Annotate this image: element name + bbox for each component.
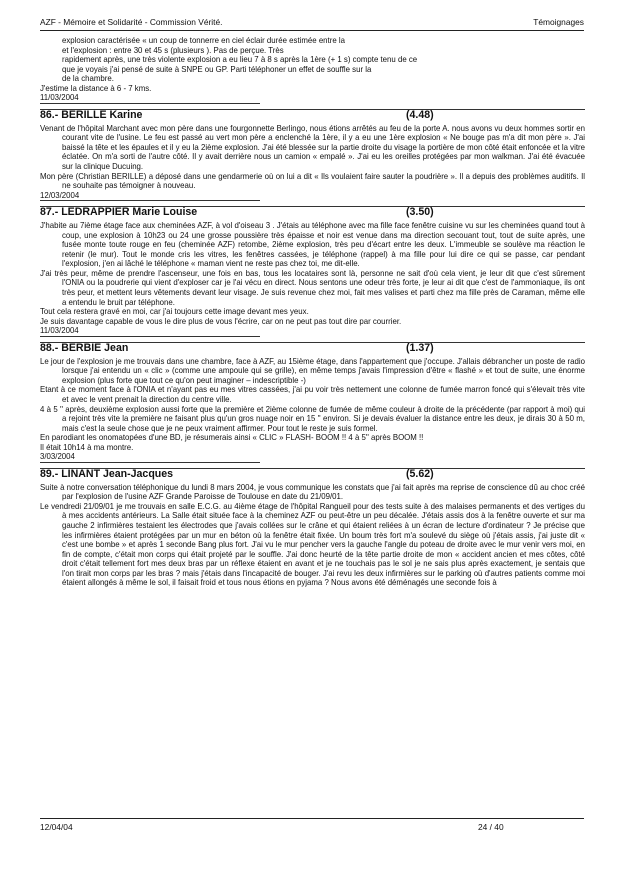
entry-score: (5.62) — [406, 467, 434, 480]
entry-paragraph: J'ai très peur, même de prendre l'ascenseur, une fois en bas, tous les locataires sont là, personne ne sait d'où cela vient, je leur dit que c'est sûrement l'ONIA ou la poudrerie qui vient d'exploser car je l'ai vécu en direct. Nous sentons une odeur très forte, je leur ai dit que c'est de l'ammoniaque, ils ont très peur, et mettent leurs vêtements devant leur visage. Je suis revenue chez moi, fait mes valises et parti chez ma fille près de Caraman, même elle a entendu le bruit par téléphone. — [40, 268, 585, 307]
entry-score: (1.37) — [406, 341, 434, 354]
entry-name: 86.- BERILLE Karine — [40, 108, 143, 121]
entry-paragraph: 4 à 5 '' après, deuxième explosion aussi forte que la première et 2ième colonne de fumée de même couleur à droite de la précédente (par rapport à moi) qui a rejoint très vite la première ne faisant plus qu'un gros nuage noir en 15 '' environ. Si je devais évaluer la distance entre les deux, je dirais 30 à 50 m, mais c'est la seule chose que je ne peux vraiment affirmer. Pour tout le reste je suis formel. — [40, 404, 585, 433]
testimony-86 — [40, 109, 585, 203]
entry-name: 88.- BERBIE Jean — [40, 341, 129, 354]
entry-paragraph: Mon père (Christian BERILLE) a déposé dans une gendarmerie où on lui a dit « Ils voulaient faire sauter la poudrière ». Il a depuis des problèmes auditifs. Il ne souhaite pas témoigner à nouveau. — [40, 171, 585, 191]
entry-heading — [40, 206, 585, 221]
intro-line: explosion caractérisée « un coup de tonnerre en ciel éclair durée estimée entre la — [62, 36, 345, 45]
intro-line: et l'explosion : entre 30 et 45 s (plusieurs ). Pas de perçue. Très — [62, 45, 284, 55]
entry-name: 87.- LEDRAPPIER Marie Louise — [40, 206, 198, 219]
entry-paragraph: Le jour de l'explosion je me trouvais dans une chambre, face à AZF, au 15ième étage, dans l'appartement que j'occupe. J'allais débrancher un poste de radio lorsque j'ai entendu un « clic » (comme une ampoule qui se grille), en même temps j'avais l'impression d'être « flashé » et tout de suite, une énorme explosion (plus forte que tout ce qu'on peut imaginer – indescriptible -) — [40, 356, 585, 385]
entry-paragraph: J'habite au 7ième étage face aux cheminées AZF, à vol d'oiseau 3 . J'étais au téléphone avec ma fille face fenêtre cuisine vu sur les cheminées quand tout à coup, une explosion à 10h23 ou 24 une grosse poussière très épaisse et noir est venue dans ma direction secouant tout, tout de suite après, une fusée monte toute rouge en feu (cheminée AZF) retombe, 2ième explosion, très peu d'écart entre les deux. L'immeuble se soulève ma réaction le retenir (le mur). Tout le monde cris les vitres, les fenêtres cassées, je téléphone (rappel) à ma fille pour lui dire ce qui se passe, car pendant l'explosion, j'en ai lâché le téléphone « maman vient ne reste pas chez toi, me dit-elle. — [40, 221, 585, 269]
entry-paragraph: Il était 10h14 à ma montre. — [40, 442, 134, 452]
entry-paragraph: Etant à ce moment face à l'ONIA et n'ayant pas eu mes vitres cassées, j'ai pu voir très nettement une colonne de fumée marron foncé qui s'élevait très vite et avec le vent prenait la direction du centre ville. — [40, 385, 585, 404]
entry-score: (3.50) — [406, 206, 434, 219]
entry-heading — [40, 468, 585, 483]
testimony-87 — [40, 206, 585, 339]
page-number: 24 / 40 — [478, 822, 504, 832]
entry-paragraph: Venant de l'hôpital Marchant avec mon père dans une fourgonnette Berlingo, nous étions arrêtés au feu de la porte A. nous avons vu deux hommes sortir en courant vite de l'usine. Le feu est passé au vert mon père a enclenché la 1ère, il y a eu une 1ère explosion « Ne bouge pas m'a dit mon père ». J'ai baissé la tête et les épaules et il y eu la 2ième explosion. J'ai été blessée sur la partie droite du visage la portière de mon côté était enfoncée et la vitre éclatée. On m'a sorti de l'autre côté. Il y avait derrière nous un camion « empalé ». J'ai eu les oreilles protégées par mon walkman. J'ai été évacuée sur la clinique Ducuing. — [40, 123, 585, 172]
page-footer — [40, 818, 584, 835]
intro-line: que je voyais j'ai pensé de suite à SNPE ou GP. Parti téléphoner un effet de souffle sur la — [62, 64, 372, 74]
entry-paragraph: Le vendredi 21/09/01 je me trouvais en salle E.C.G. au 4ième étage de l'hôpital Rangueil pour des tests suite à des malaises permanents et des vertiges du à mes accidents antérieurs. La Salle était située face à la cheminez AZF ou peut-être un peu décalée. J'étais assis dos à la fenêtre ouverte et sur ma gauche 2 infirmières testaient les électrodes que j'avais collées sur le crâne et qui étaient reliées à un écran de lecture d'ordinateur ? Je précise que les infirmières étaient protégées par un mur en béton où la fenêtre était fixée. Un boum très fort m'a soulevé du siège où j'étais assis, j'ai juste dit « c'est une bombe » et après 1 seconde Bang plus fort. J'ai vu le mur pencher vers la gauche l'angle du poteau de droite avec le mur venir vers moi, en fin de compte, c'était mon corps qui était projeté par le souffle. J'ai donc heurté de la tête partie droite de mon « accident ancien et mes côtes, côté droit c'était tellement fort mes deux bras par un réflexe étaient en avant et je ne touchais pas le sol je ne sais plus après exactement, je sentais que l'on tirait mon corps par les bras ? mais j'étais dans l'incapacité de bouger. J'ai revu les deux infirmières sur le parking où d'autres patients comme moi étaient allongés à même le sol, il faisait froid et tous nous étions en pyjama ? Nous avons été déménagés une seconde fois à — [40, 501, 585, 588]
intro-line: rapidement après, une très violente explosion a eu lieu 7 à 8 s après la 1ère (+ 1 s) compte tenu de ce — [62, 55, 418, 65]
intro-line: de la chambre. — [62, 74, 114, 84]
entry-paragraph: Je suis davantage capable de vous le dire plus de vous l'écrire, car on ne peut pas tout dire par courrier. — [40, 316, 402, 326]
entry-paragraph: Suite à notre conversation téléphonique du lundi 8 mars 2004, je vous communique les constats que j'ai fait après ma reprise de conscience dû au choc créé par l'explosion de l'usine AZF Grande Paroisse de Toulouse en date du 21/09/01. — [40, 482, 585, 502]
entry-heading — [40, 342, 585, 357]
entry-paragraph: Tout cela restera gravé en moi, car j'ai toujours cette image devant mes yeux. — [40, 307, 309, 317]
testimony-89 — [40, 468, 585, 588]
entry-name: 89.- LINANT Jean-Jacques — [40, 467, 174, 480]
entry-date: 11/03/2004 — [40, 93, 260, 104]
entry-heading — [40, 109, 585, 124]
intro-block — [40, 36, 585, 106]
header-title: AZF - Mémoire et Solidarité - Commission Vérité. — [40, 17, 223, 27]
testimony-88 — [40, 342, 585, 465]
page-header — [40, 14, 584, 31]
document-body — [40, 36, 585, 588]
entry-date: 12/03/2004 — [40, 191, 260, 202]
entry-date: 3/03/2004 — [40, 452, 260, 463]
entry-paragraph: En parodiant les onomatopées d'une BD, je résumerais ainsi « CLIC » FLASH- BOOM !! 4 à 5'' après BOOM !! — [40, 433, 424, 443]
footer-date: 12/04/04 — [40, 822, 73, 832]
entry-score: (4.48) — [406, 108, 434, 121]
header-section: Témoignages — [533, 17, 584, 27]
intro-distance: J'estime la distance à 6 - 7 kms. — [40, 83, 152, 93]
entry-date: 11/03/2004 — [40, 326, 260, 337]
